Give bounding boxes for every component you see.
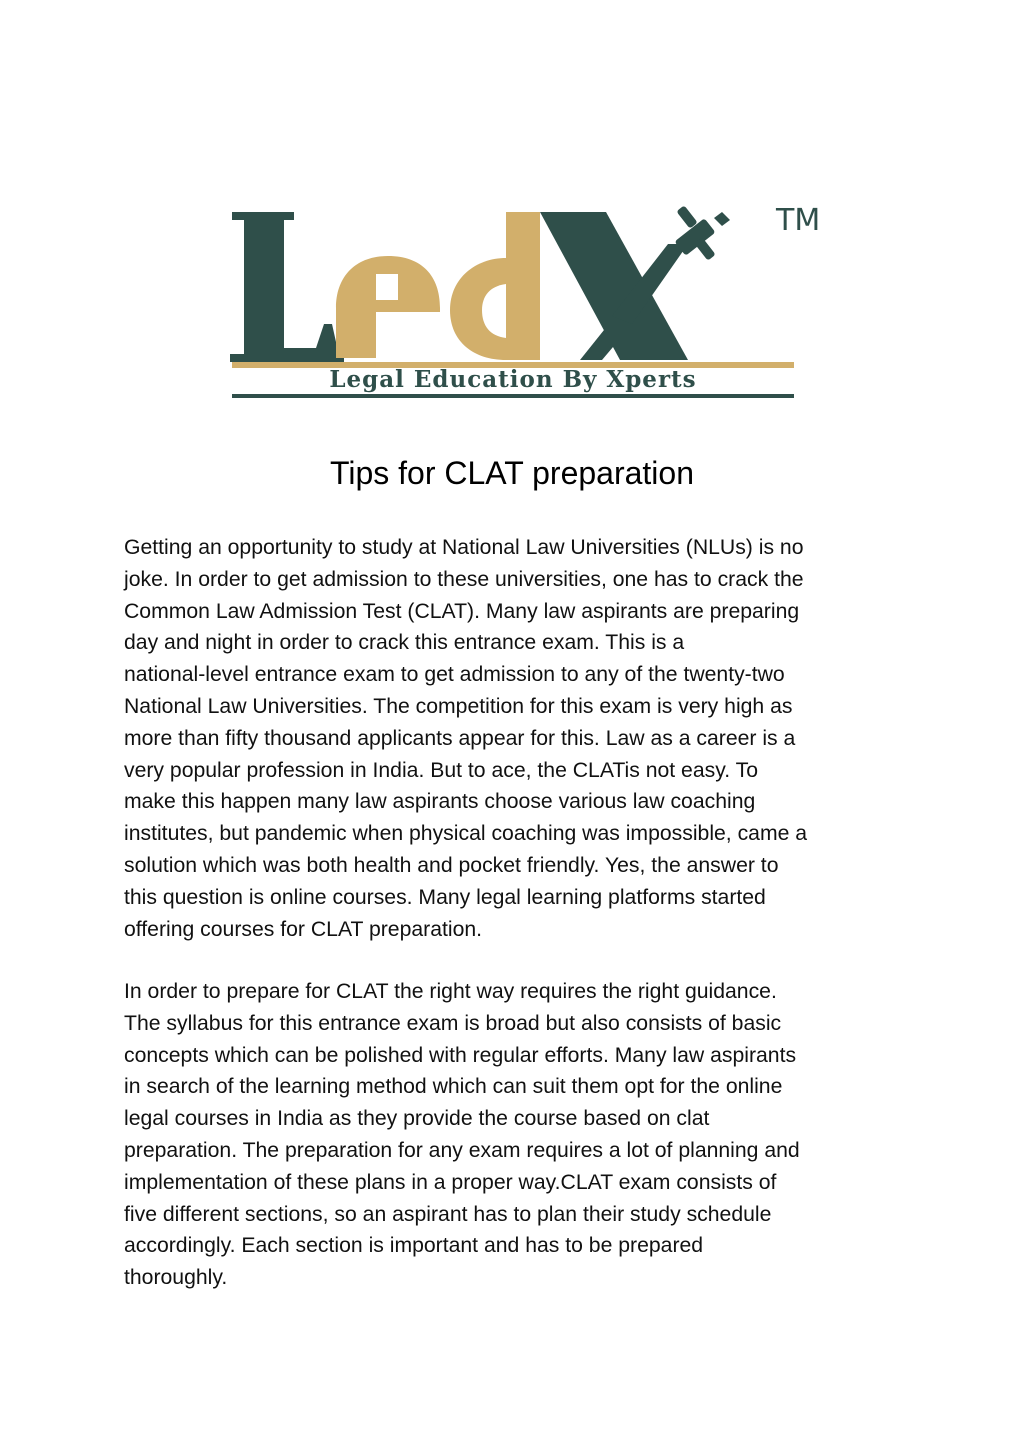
- logo-green-rule: [232, 394, 794, 398]
- paragraph-line: The syllabus for this entrance exam is broad but also consists of basic: [124, 1011, 782, 1035]
- paragraph-2: [124, 976, 910, 1294]
- paragraph-line: day and night in order to crack this entrance exam. This is a: [124, 631, 685, 655]
- paragraph-line: Getting an opportunity to study at National Law Universities (NLUs) is no: [124, 536, 804, 559]
- paragraph-line: very popular profession in India. But to ace, the CLATis not easy. To: [124, 758, 759, 782]
- ledx-logo: [228, 198, 848, 404]
- logo-letter-x: [540, 205, 730, 360]
- paragraph-line: Common Law Admission Test (CLAT). Many law aspirants are preparing: [124, 599, 800, 623]
- paragraph-line: legal courses in India as they provide the course based on clat: [124, 1107, 710, 1131]
- logo-letter-d: [450, 212, 540, 360]
- paragraph-line: offering courses for CLAT preparation.: [124, 917, 483, 941]
- paragraph-line: five different sections, so an aspirant has to plan their study schedule: [124, 1202, 772, 1226]
- logo-trademark: TM: [776, 203, 821, 238]
- paragraph-line: make this happen many law aspirants choose various law coaching: [124, 790, 756, 814]
- paragraph-line: concepts which can be polished with regular efforts. Many law aspirants: [124, 1043, 797, 1067]
- paragraph-line: in search of the learning method which can suit them opt for the online: [124, 1075, 783, 1099]
- paragraph-line: national-level entrance exam to get admission to any of the twenty-two: [124, 663, 785, 687]
- paragraph-line: this question is online courses. Many legal learning platforms started: [124, 885, 766, 909]
- paragraph-1: [124, 532, 910, 945]
- paragraph-line: preparation. The preparation for any exam requires a lot of planning and: [124, 1138, 800, 1162]
- paragraph-line: institutes, but pandemic when physical coaching was impossible, came a: [124, 822, 808, 846]
- paragraph-line: National Law Universities. The competition for this exam is very high as: [124, 694, 793, 718]
- paragraph-line: implementation of these plans in a proper way.CLAT exam consists of: [124, 1170, 777, 1194]
- logo-tagline: Legal Education By Xperts: [329, 366, 697, 393]
- logo-letter-l: [230, 212, 344, 362]
- paragraph-line: thoroughly.: [124, 1266, 228, 1290]
- paragraph-line: more than fifty thousand applicants appear for this. Law as a career is a: [124, 726, 796, 750]
- logo-letter-e: [336, 256, 440, 358]
- paragraph-line: In order to prepare for CLAT the right way requires the right guidance.: [124, 980, 777, 1003]
- paragraph-line: accordingly. Each section is important and has to be prepared: [124, 1234, 704, 1258]
- document-title: Tips for CLAT preparation: [329, 455, 694, 491]
- paragraph-line: joke. In order to get admission to these universities, one has to crack the: [124, 567, 804, 591]
- paragraph-line: solution which was both health and pocket friendly. Yes, the answer to: [124, 853, 779, 877]
